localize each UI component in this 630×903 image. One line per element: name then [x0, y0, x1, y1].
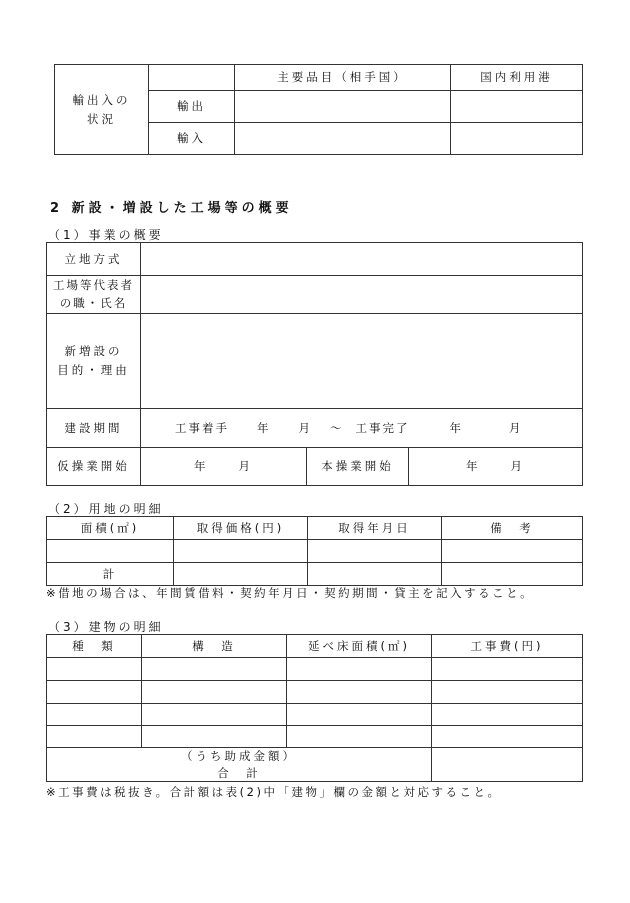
building-col-structure: 構 造 [142, 635, 287, 658]
building-row1-floor[interactable] [287, 658, 432, 681]
building-row1-structure[interactable] [142, 658, 287, 681]
main-operation-date-cell[interactable] [409, 447, 583, 485]
representative-label-line2: の職・氏名 [59, 296, 128, 311]
period-end-year: 年 [449, 420, 463, 435]
building-col-cost: 工事費(円) [432, 635, 583, 658]
land-col-date: 取得年月日 [308, 517, 442, 540]
building-row3-cost[interactable] [432, 704, 583, 726]
trade-col-items: 主要品目（相手国） [235, 65, 451, 91]
building-row2-structure[interactable] [142, 681, 287, 704]
land-note-cell[interactable] [442, 540, 583, 563]
period-label: 建設期間 [47, 408, 141, 447]
building-row2-cost[interactable] [432, 681, 583, 704]
temp-op-month: 月 [238, 459, 253, 474]
trade-col-port: 国内利用港 [451, 65, 583, 91]
land-table [46, 516, 583, 586]
export-items-cell[interactable] [235, 91, 451, 123]
land-price-cell[interactable] [174, 540, 308, 563]
purpose-label [47, 313, 141, 408]
purpose-value-cell[interactable] [141, 313, 583, 408]
building-title: （3）建物の明細 [48, 620, 164, 634]
temp-operation-date-cell[interactable] [141, 447, 307, 485]
location-value-cell[interactable] [141, 243, 583, 276]
main-op-month: 月 [510, 459, 525, 474]
building-row3-floor[interactable] [287, 704, 432, 726]
building-row1-cost[interactable] [432, 658, 583, 681]
temp-op-year: 年 [194, 459, 209, 474]
building-row2-floor[interactable] [287, 681, 432, 704]
import-port-cell[interactable] [451, 123, 583, 155]
land-total-label: 計 [47, 563, 174, 586]
construction-end-label: 工事完了 [355, 420, 410, 435]
land-area-cell[interactable] [47, 540, 174, 563]
land-title: （2）用地の明細 [48, 502, 164, 516]
temp-operation-label: 仮操業開始 [47, 447, 141, 485]
trade-empty-header [149, 65, 235, 91]
building-col-type: 種 類 [47, 635, 142, 658]
purpose-label-line1: 新増設の [64, 344, 123, 359]
period-end-month: 月 [509, 420, 523, 435]
building-row4-type[interactable] [47, 726, 142, 748]
building-note: ※工事費は税抜き。合計額は表(2)中「建物」欄の金額と対応すること。 [46, 785, 502, 799]
building-row3-structure[interactable] [142, 704, 287, 726]
export-port-cell[interactable] [451, 91, 583, 123]
building-table [46, 634, 583, 782]
period-start-year: 年 [257, 420, 271, 435]
trade-status-table [54, 64, 583, 155]
building-total-label [47, 748, 432, 782]
main-operation-label: 本操業開始 [307, 447, 409, 485]
period-tilde: ～ [330, 420, 344, 435]
building-row1-type[interactable] [47, 658, 142, 681]
building-total-cost-cell[interactable] [432, 748, 583, 782]
period-value-cell[interactable] [141, 408, 583, 447]
land-col-area: 面積(㎡) [47, 517, 174, 540]
trade-group-label-line2: 状況 [87, 111, 116, 126]
main-op-year: 年 [466, 459, 481, 474]
trade-group-label [55, 65, 149, 155]
building-row4-structure[interactable] [142, 726, 287, 748]
period-start-month: 月 [298, 420, 312, 435]
trade-row-export: 輸出 [149, 91, 235, 123]
overview-table [46, 242, 583, 486]
land-note: ※借地の場合は、年間賃借料・契約年月日・契約期間・貸主を記入すること。 [46, 586, 535, 600]
construction-start-label: 工事着手 [175, 420, 229, 435]
land-col-price: 取得価格(円) [174, 517, 308, 540]
building-row2-type[interactable] [47, 681, 142, 704]
representative-label-line1: 工場等代表者 [53, 278, 134, 292]
location-label: 立地方式 [47, 243, 141, 276]
building-total-text: 合 計 [217, 765, 261, 780]
trade-row-import: 輸入 [149, 123, 235, 155]
land-total-price-cell[interactable] [174, 563, 308, 586]
purpose-label-line2: 目的・理由 [57, 362, 130, 377]
building-row3-type[interactable] [47, 704, 142, 726]
section2-title: 2 新設・増設した工場等の概要 [50, 201, 293, 216]
building-row4-cost[interactable] [432, 726, 583, 748]
import-items-cell[interactable] [235, 123, 451, 155]
land-total-note-cell[interactable] [442, 563, 583, 586]
land-total-date-cell[interactable] [308, 563, 442, 586]
building-row4-floor[interactable] [287, 726, 432, 748]
overview-title: （1）事業の概要 [48, 228, 164, 242]
land-col-note: 備 考 [442, 517, 583, 540]
representative-value-cell[interactable] [141, 276, 583, 314]
representative-label [47, 276, 141, 314]
land-date-cell[interactable] [308, 540, 442, 563]
building-col-floor: 延べ床面積(㎡) [287, 635, 432, 658]
building-subsidy-label: （うち助成金額） [181, 749, 297, 764]
trade-group-label-line1: 輸出入の [72, 93, 131, 108]
